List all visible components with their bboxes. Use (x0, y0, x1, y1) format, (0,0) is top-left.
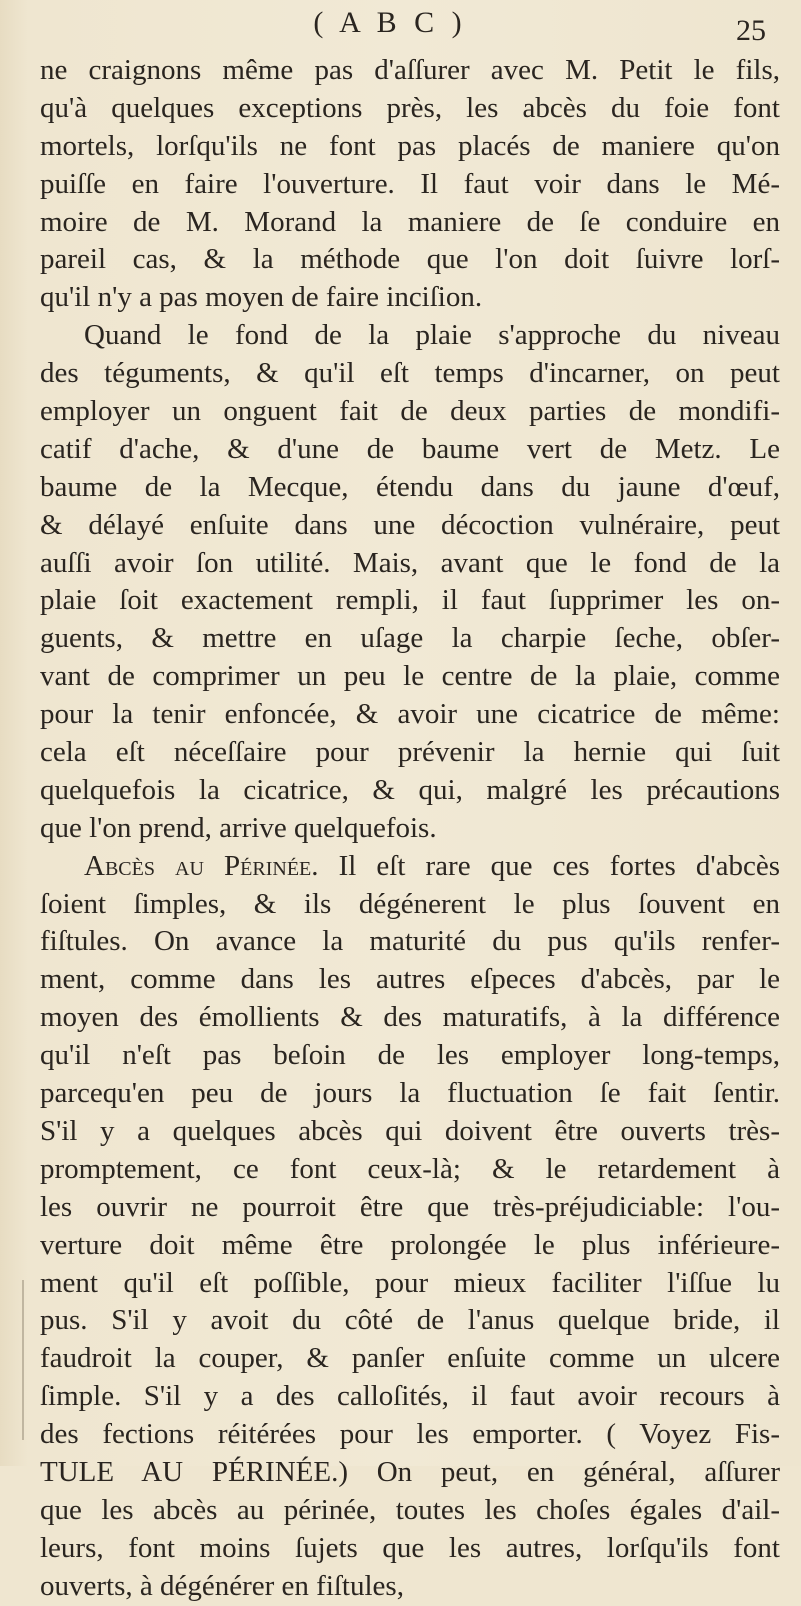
line-text: & délayé enſuite dans une décoction vulnéraire, peut (40, 508, 780, 541)
text-line (40, 1075, 780, 1113)
line-text: ſimple. S'il y a des calloſités, il faut avoir recours à (40, 1380, 780, 1413)
text-line (40, 772, 780, 810)
line-text: auſſi avoir ſon utilité. Mais, avant que le fond de la (40, 546, 780, 579)
text-line (40, 1037, 780, 1075)
text-line (40, 999, 780, 1037)
line-text: mortels, lorſqu'ils ne font pas placés de maniere qu'on (40, 129, 780, 162)
line-text: puiſſe en faire l'ouverture. Il faut voir dans le Mé- (40, 167, 780, 200)
line-text: des téguments, & qu'il eſt temps d'incarner, on peut (40, 357, 780, 390)
line-text: qu'il n'y a pas moyen de faire inciſion. (40, 281, 483, 314)
line-text: ment qu'il eſt poſſible, pour mieux faciliter l'iſſue lu (40, 1266, 780, 1299)
text-line (40, 1416, 780, 1454)
line-text: que les abcès au périnée, toutes les choſes égales d'ail- (40, 1493, 780, 1526)
text-line (40, 582, 780, 620)
line-text: Il eſt rare que ces fortes d'abcès (318, 849, 780, 882)
line-text: baume de la Mecque, étendu dans du jaune d'œuf, (40, 470, 780, 503)
text-line (40, 1378, 780, 1416)
line-text: pareil cas, & la méthode que l'on doit ſuivre lorſ- (40, 243, 780, 276)
line-text: quelquefois la cicatrice, & qui, malgré les précautions (40, 773, 780, 806)
text-line (40, 696, 780, 734)
text-line (40, 507, 780, 545)
section-heading: Abcès au Périnée. (84, 849, 319, 882)
text-line (40, 90, 780, 128)
text-line (40, 1227, 780, 1265)
text-line (40, 1530, 780, 1568)
text-line (40, 961, 780, 999)
line-text: des fections réitérées pour les emporter. ( Voyez Fis- (40, 1418, 780, 1451)
line-text: pour la tenir enfoncée, & avoir une cicatrice de même: (40, 698, 780, 731)
text-line (40, 545, 780, 583)
text-line (40, 658, 780, 696)
line-text: guents, & mettre en uſage la charpie ſeche, obſer- (40, 622, 780, 655)
line-text: que l'on prend, arrive quelquefois. (40, 811, 437, 844)
text-line (40, 734, 780, 772)
text-line (40, 1340, 780, 1378)
body-text (40, 52, 780, 1606)
text-line (40, 204, 780, 242)
text-line (40, 1265, 780, 1303)
page-number: 25 (736, 14, 766, 47)
text-line (40, 1189, 780, 1227)
line-text: qu'il n'eſt pas beſoin de les employer long-temps, (40, 1039, 780, 1072)
line-text: les ouvrir ne pourroit être que très-préjudiciable: l'ou- (40, 1190, 780, 1223)
line-text: pus. S'il y avoit du côté de l'anus quelque bride, il (40, 1304, 780, 1337)
text-line (40, 241, 780, 279)
line-text: fiſtules. On avance la maturité du pus qu'ils renfer- (40, 925, 780, 958)
text-line (40, 1454, 780, 1492)
line-text: catif d'ache, & d'une de baume vert de Metz. Le (40, 432, 780, 465)
text-line (40, 355, 780, 393)
text-line (40, 886, 780, 924)
line-text: TULE AU PÉRINÉE.) On peut, en général, aſſurer (40, 1455, 780, 1488)
text-line (40, 1302, 780, 1340)
text-line (40, 317, 780, 355)
line-text: parcequ'en peu de jours la fluctuation ſe fait ſentir. (40, 1077, 780, 1110)
line-text: moyen des émollients & des maturatifs, à la différence (40, 1001, 780, 1034)
binding-margin-mark (22, 1280, 24, 1440)
text-line (40, 166, 780, 204)
text-line (40, 810, 780, 848)
line-text: promptement, ce font ceux-là; & le retardement à (40, 1152, 780, 1185)
line-text: verture doit même être prolongée le plus inférieure- (40, 1228, 780, 1261)
line-text: employer un onguent fait de deux parties de mondifi- (40, 395, 780, 428)
text-line (40, 279, 780, 317)
running-head: ( A B C ) (313, 6, 467, 39)
line-text: S'il y a quelques abcès qui doivent être ouverts très- (40, 1114, 780, 1147)
line-text: Quand le fond de la plaie s'approche du niveau (84, 319, 780, 352)
line-text: ſoient ſimples, & ils dégénerent le plus ſouvent en (40, 887, 780, 920)
text-line (40, 1492, 780, 1530)
line-text: moire de M. Morand la maniere de ſe conduire en (40, 205, 780, 238)
line-text: vant de comprimer un peu le centre de la plaie, comme (40, 660, 780, 693)
text-line (40, 393, 780, 431)
line-text: faudroit la couper, & panſer enſuite comme un ulcere (40, 1342, 780, 1375)
text-line (40, 923, 780, 961)
text-line (40, 431, 780, 469)
text-line (40, 1113, 780, 1151)
text-line (40, 848, 780, 886)
line-text: cela eſt néceſſaire pour prévenir la hernie qui ſuit (40, 736, 780, 769)
line-text: ment, comme dans les autres eſpeces d'abcès, par le (40, 963, 780, 996)
line-text: leurs, font moins ſujets que les autres, lorſqu'ils font (40, 1531, 780, 1564)
line-text: plaie ſoit exactement rempli, il faut ſupprimer les on- (40, 584, 780, 617)
line-text: qu'à quelques exceptions près, les abcès du foie font (40, 91, 780, 124)
text-line (40, 52, 780, 90)
page-header (0, 6, 801, 46)
text-line (40, 620, 780, 658)
text-line (40, 469, 780, 507)
text-line (40, 1568, 780, 1606)
line-text: ne craignons même pas d'aſſurer avec M. Petit le fils, (40, 54, 780, 86)
text-line (40, 128, 780, 166)
line-text: ouverts, à dégénérer en fiſtules, (40, 1569, 404, 1602)
text-line (40, 1151, 780, 1189)
